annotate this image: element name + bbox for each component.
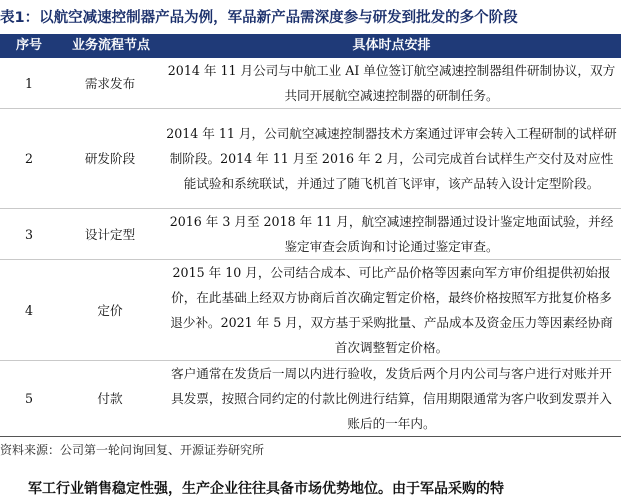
row-index: 5 xyxy=(0,361,58,437)
table-row xyxy=(0,260,621,361)
row-stage: 研发阶段 xyxy=(58,109,162,209)
body-text-cut: 军工行业销售稳定性强，生产企业往往具备市场优势地位。由于军品采购的特 xyxy=(28,481,504,497)
source-note: 资料来源：公司第一轮问询回复、开源证券研究所 xyxy=(0,443,265,457)
row-stage: 定价 xyxy=(58,260,162,361)
header-detail: 具体时点安排 xyxy=(352,38,431,53)
table-title: 表1：以航空减速控制器产品为例，军品新产品需深度参与研发到批发的多个阶段 xyxy=(0,10,518,26)
header-index: 序号 xyxy=(15,38,42,53)
table-row xyxy=(0,361,621,437)
row-index: 3 xyxy=(0,209,58,260)
stage-table xyxy=(0,34,621,437)
row-stage: 需求发布 xyxy=(58,58,162,109)
header-stage: 业务流程节点 xyxy=(72,38,151,53)
table-row xyxy=(0,58,621,109)
table-header-row xyxy=(0,34,621,58)
row-index: 2 xyxy=(0,109,58,209)
row-detail: 2015 年 10 月，公司结合成本、可比产品价格等因素向军方审价组提供初始报价，在此基础上经双方协商后首次确定暂定价格，最终价格按照军方批复价格多退少补。2021 年 5 月，双方基于采购批量、产品成本及资金压力等因素经协商首次调整暂定价格。 xyxy=(162,260,621,361)
row-stage: 付款 xyxy=(58,361,162,437)
row-stage: 设计定型 xyxy=(58,209,162,260)
row-detail: 客户通常在发货后一周以内进行验收，发货后两个月内公司与客户进行对账并开具发票，按照合同约定的付款比例进行结算，信用期限通常为客户收到发票并入账后的一年内。 xyxy=(162,361,621,437)
table-row xyxy=(0,109,621,209)
row-index: 1 xyxy=(0,58,58,109)
table-row xyxy=(0,209,621,260)
row-detail: 2016 年 3 月至 2018 年 11 月，航空减速控制器通过设计鉴定地面试验，并经鉴定审查会质询和讨论通过鉴定审查。 xyxy=(162,209,621,260)
row-detail: 2014 年 11 月，公司航空减速控制器技术方案通过评审会转入工程研制的试样研制阶段。2014 年 11 月至 2016 年 2 月，公司完成首台试样生产交付及对应性能试验和系统联试，并通过了随飞机首飞评审，该产品转入设计定型阶段。 xyxy=(162,109,621,209)
row-detail: 2014 年 11 月公司与中航工业 AI 单位签订航空减速控制器组件研制协议，双方共同开展航空减速控制器的研制任务。 xyxy=(162,58,621,109)
row-index: 4 xyxy=(0,260,58,361)
